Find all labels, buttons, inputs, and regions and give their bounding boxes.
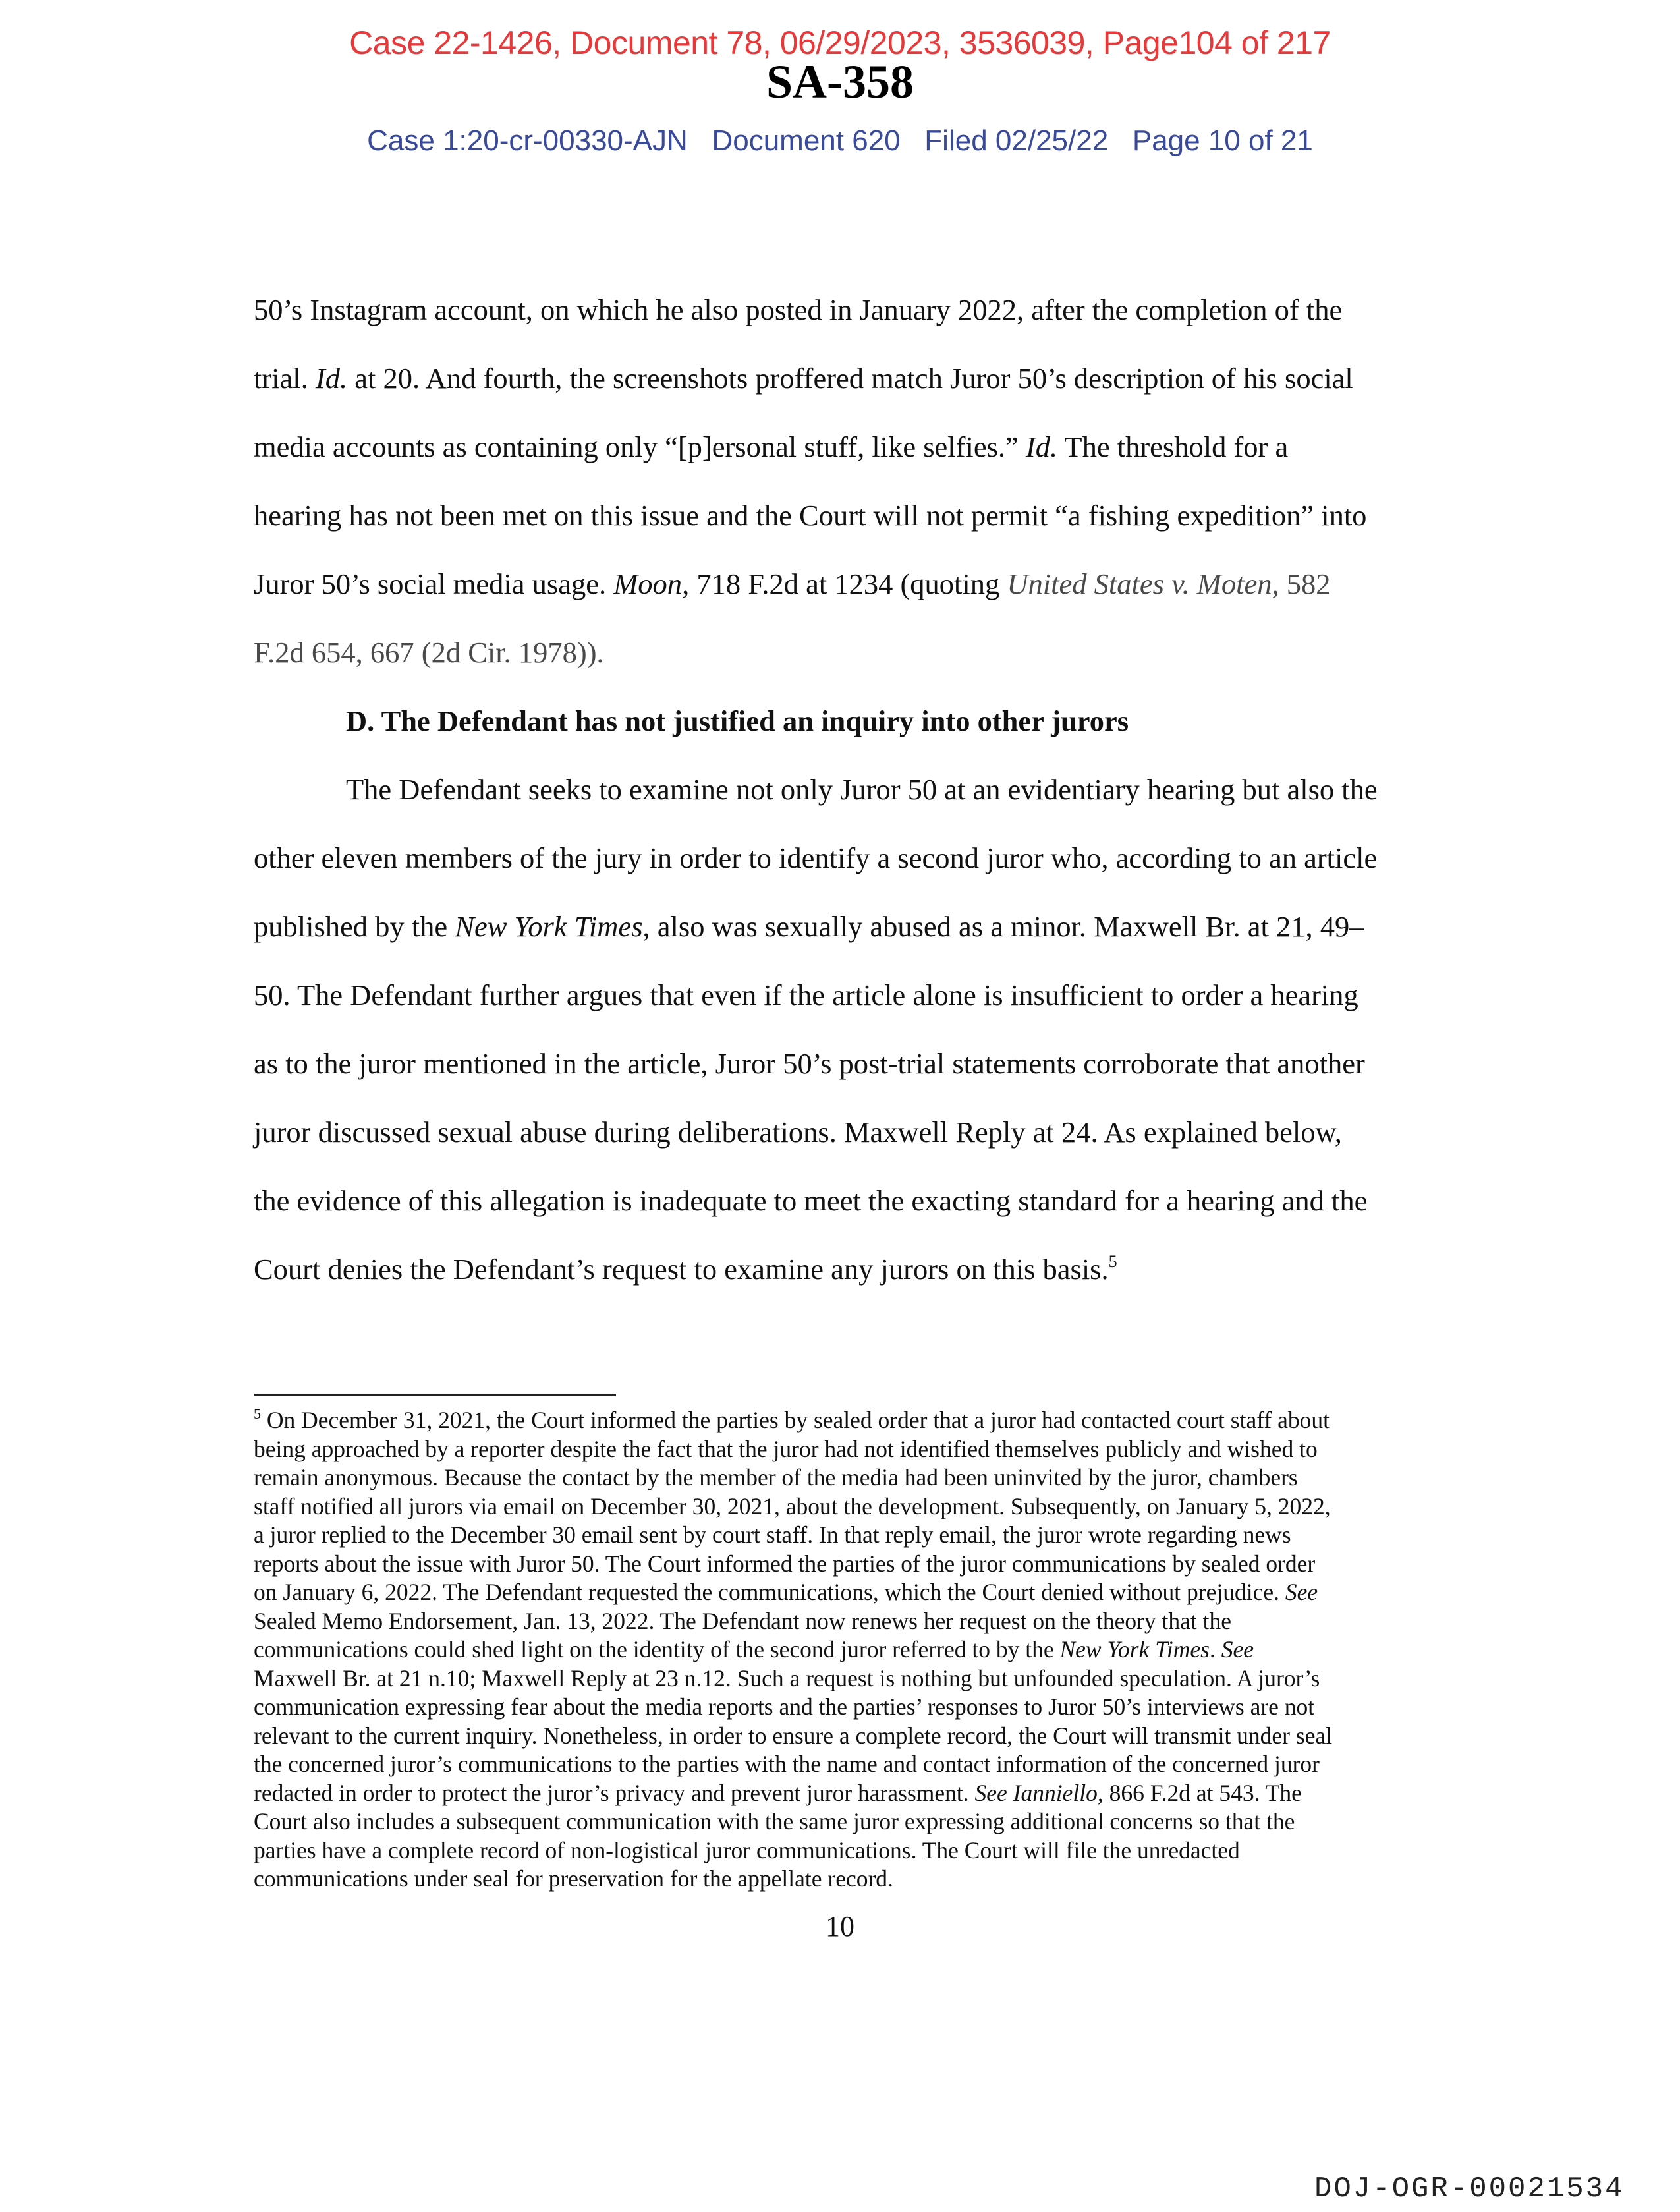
footnote-line [254,1693,1413,1722]
line-text: other eleven members of the jury in order to identify a second juror who, according to an article [254,841,1378,874]
line-text: staff notified all jurors via email on December 30, 2021, about the development. Subsequently, on January 5, 2022, [254,1492,1331,1519]
line-text: Sealed Memo Endorsement, Jan. 13, 2022. The Defendant now renews her request on the theory that the [254,1607,1232,1634]
footnote-line [254,1550,1413,1579]
opinion-body [254,275,1413,1303]
publication-italic: New York Times [455,910,643,943]
line-text: the evidence of this allegation is inadequate to meet the exacting standard for a hearing and the [254,1184,1368,1217]
body-line [254,550,1413,618]
footnote-line [254,1836,1413,1865]
line-text: , 582 [1272,567,1331,600]
line-text: hearing has not been met on this issue and the Court will not permit “a fishing expedition” into [254,499,1367,532]
appellate-case-stamp: Case 22-1426, Document 78, 06/29/2023, 3536039, Page104 of 217 [349,24,1331,61]
case-name-italic: United States v. Moten [1007,567,1272,600]
line-text: The Defendant seeks to examine not only Juror 50 at an evidentiary hearing but also the [346,773,1378,806]
body-line [254,755,1413,824]
footnote-line [254,1406,1413,1435]
line-text: Juror 50’s social media usage. [254,567,614,600]
footnote-line [254,1865,1413,1894]
line-text: relevant to the current inquiry. Nonetheless, in order to ensure a complete record, the Court will transmit under seal [254,1722,1333,1749]
body-line [254,1098,1413,1166]
bates-number: DOJ-OGR-00021534 [1314,2172,1625,2205]
footnote-line [254,1722,1413,1751]
page-number: 10 [826,1910,854,1943]
footnote-line [254,1607,1413,1636]
line-text: as to the juror mentioned in the article, Juror 50’s post-trial statements corroborate that another [254,1047,1365,1080]
line-text: reports about the issue with Juror 50. The Court informed the parties of the juror communications by sealed order [254,1550,1316,1577]
body-line [254,824,1413,892]
line-text: on January 6, 2022. The Defendant requested the communications, which the Court denied without prejudice. [254,1579,1285,1605]
footnote-line [254,1435,1413,1464]
line-text: at 20. And fourth, the screenshots proffered match Juror 50’s description of his social [347,362,1353,395]
footnote-line [254,1578,1413,1607]
case-name-italic: See Ianniello [974,1779,1098,1806]
body-line [254,1235,1413,1303]
hyperlinked-citation[interactable] [1007,567,1330,600]
citation-italic: Id. [1025,430,1058,463]
body-line [254,481,1413,550]
line-text: media accounts as containing only “[p]ersonal stuff, like selfies.” [254,430,1026,463]
footnote-line [254,1635,1413,1664]
footnote-line [254,1664,1413,1693]
citation-italic: Id. [315,362,348,395]
line-text: Court denies the Defendant’s request to examine any jurors on this basis. [254,1253,1109,1286]
line-text: The threshold for a [1057,430,1289,463]
line-text: Maxwell Br. at 21 n.10; Maxwell Reply at 23 n.12. Such a request is nothing but unfounded speculation. A juror’s [254,1664,1320,1691]
footnote-line [254,1779,1413,1808]
body-line [254,1166,1413,1235]
body-line [254,892,1413,961]
line-text: , 866 F.2d at 543. The [1097,1779,1302,1806]
line-text: communication expressing fear about the media reports and the parties’ responses to Juror 50’s interviews are not [254,1693,1315,1720]
line-text: remain anonymous. Because the contact by the member of the media had been uninvited by the juror, chambers [254,1464,1298,1490]
signal-italic: See [1285,1579,1318,1605]
footnote-5 [254,1406,1413,1894]
line-text: , also was sexually abused as a minor. Maxwell Br. at 21, 49– [642,910,1364,943]
line-text: 50’s Instagram account, on which he also posted in January 2022, after the completion of the [254,293,1343,326]
line-text: communications could shed light on the identity of the second juror referred to by the [254,1636,1060,1662]
footnote-separator [254,1394,616,1396]
line-text: communications under seal for preservation for the appellate record. [254,1865,893,1892]
footnote-line [254,1463,1413,1492]
line-text: the concerned juror’s communications to the parties with the name and contact information of the concerned juror [254,1751,1320,1777]
appendix-page-number: SA-358 [766,55,914,108]
body-line [254,275,1413,344]
case-name-italic: Moon [613,567,683,600]
line-text: being approached by a reporter despite the fact that the juror had not identified themselves publicly and wished to [254,1435,1318,1462]
body-line [254,412,1413,481]
body-line [254,1029,1413,1098]
line-text: . [1209,1636,1221,1662]
line-text: juror discussed sexual abuse during deliberations. Maxwell Reply at 24. As explained below, [254,1116,1342,1149]
section-heading: D. The Defendant has not justified an inquiry into other jurors [346,704,1129,737]
footnote-line [254,1492,1413,1521]
line-text: published by the [254,910,455,943]
line-text: a juror replied to the December 30 email sent by court staff. In that reply email, the juror wrote regarding news [254,1521,1291,1548]
footnote-reference[interactable]: 5 [1108,1252,1117,1271]
line-text: parties have a complete record of non-logistical juror communications. The Court will file the unredacted [254,1836,1240,1863]
footnote-line [254,1750,1413,1779]
line-text: Court also includes a subsequent communication with the same juror expressing additional concerns so that the [254,1808,1295,1834]
footnote-line [254,1521,1413,1550]
line-text: , 718 F.2d at 1234 (quoting [682,567,1007,600]
district-filing-header: Case 1:20-cr-00330-AJN Document 620 Filed 02/25/22 Page 10 of 21 [367,125,1313,157]
body-line [254,961,1413,1029]
footnote-line [254,1807,1413,1836]
line-text: 50. The Defendant further argues that even if the article alone is insufficient to order a hearing [254,978,1358,1011]
line-text: On December 31, 2021, the Court informed the parties by sealed order that a juror had contacted court staff about [261,1407,1330,1433]
signal-italic: See [1221,1636,1254,1662]
body-line [254,344,1413,412]
publication-italic: New York Times [1059,1636,1210,1662]
line-text: F.2d 654, 667 (2d Cir. 1978)). [254,636,604,669]
footnote-number: 5 [254,1405,261,1422]
line-text: trial. [254,362,316,395]
line-text: redacted in order to protect the juror’s privacy and prevent juror harassment. [254,1779,975,1806]
hyperlinked-citation-continued[interactable] [254,618,1413,687]
